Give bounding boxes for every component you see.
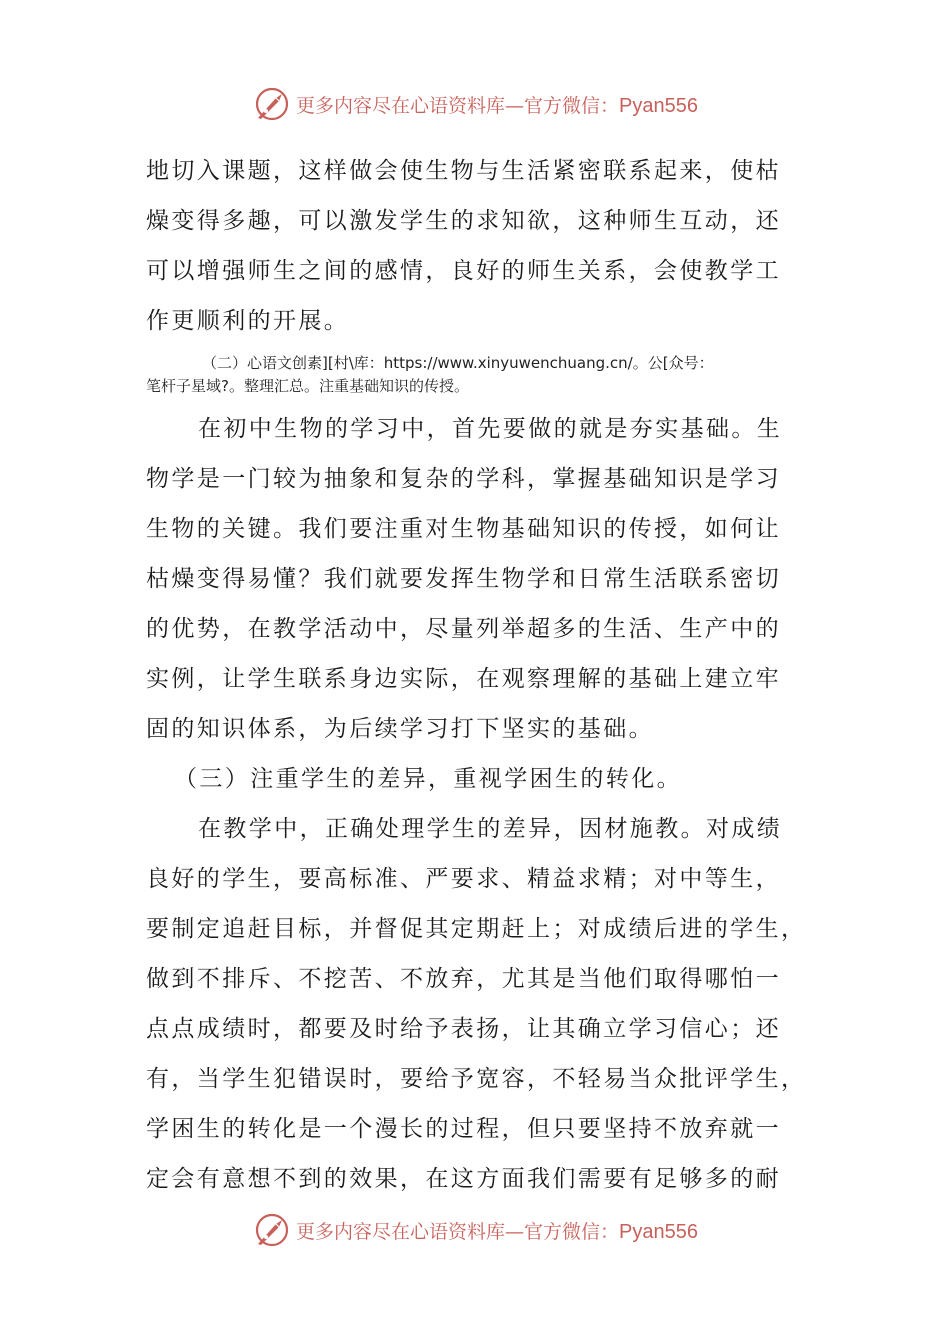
footer-watermark-banner <box>0 1206 950 1254</box>
text-line: 可以增强师生之间的感情，良好的师生关系，会使教学工 <box>146 258 781 284</box>
paragraph-differences <box>146 804 806 1204</box>
text-line: 良好的学生，要高标准、严要求、精益求精；对中等生， <box>146 866 781 892</box>
paragraph-foundations <box>146 404 806 754</box>
text-line: 实例，让学生联系身边实际，在观察理解的基础上建立牢 <box>146 666 781 692</box>
text-line: 的优势，在教学活动中，尽量列举超多的生活、生产中的 <box>146 616 781 642</box>
text-line: 生物的关键。我们要注重对生物基础知识的传授，如何让 <box>146 516 781 542</box>
header-watermark-banner <box>0 80 950 128</box>
text-line: 固的知识体系，为后续学习打下坚实的基础。 <box>146 716 654 742</box>
pen-nib-logo-icon <box>252 1210 292 1250</box>
text-line: 要制定追赶目标，并督促其定期赶上；对成绩后进的学生， <box>146 916 807 942</box>
text-line: 在初中生物的学习中，首先要做的就是夯实基础。生 <box>198 416 783 442</box>
note-line: 笔杆子星域?。整理汇总。注重基础知识的传授。 <box>146 377 469 395</box>
paragraph-continued <box>146 146 806 346</box>
text-line: 定会有意想不到的效果，在这方面我们需要有足够多的耐 <box>146 1166 781 1192</box>
section-heading-3: （三）注重学生的差异，重视学困生的转化。 <box>174 766 682 792</box>
text-line: 物学是一门较为抽象和复杂的学科，掌握基础知识是学习 <box>146 466 781 492</box>
text-line: 地切入课题，这样做会使生物与生活紧密联系起来，使枯 <box>146 158 781 184</box>
note-line: （二）心语文创素][村\库：https://www.xinyuwenchuang.cn/。公[众号： <box>202 354 714 372</box>
text-line: 枯燥变得易懂？我们就要发挥生物学和日常生活联系密切 <box>146 566 781 592</box>
text-line: 学困生的转化是一个漫长的过程，但只要坚持不放弃就一 <box>146 1116 781 1142</box>
text-line: 有，当学生犯错误时，要给予宽容，不轻易当众批评学生， <box>146 1066 807 1092</box>
text-line: 作更顺利的开展。 <box>146 308 350 334</box>
banner-text: 更多内容尽在心语资料库—官方微信：Pyan556 <box>296 1220 698 1243</box>
pen-nib-logo-icon <box>252 84 292 124</box>
text-line: 点点成绩时，都要及时给予表扬，让其确立学习信心；还 <box>146 1016 781 1042</box>
document-body <box>146 146 806 1204</box>
text-line: 在教学中，正确处理学生的差异，因材施教。对成绩 <box>198 816 783 842</box>
section-heading-2-note <box>146 346 806 404</box>
text-line: 燥变得多趣，可以激发学生的求知欲，这种师生互动，还 <box>146 208 781 234</box>
text-line: 做到不排斥、不挖苦、不放弃，尤其是当他们取得哪怕一 <box>146 966 781 992</box>
banner-text: 更多内容尽在心语资料库—官方微信：Pyan556 <box>296 94 698 117</box>
